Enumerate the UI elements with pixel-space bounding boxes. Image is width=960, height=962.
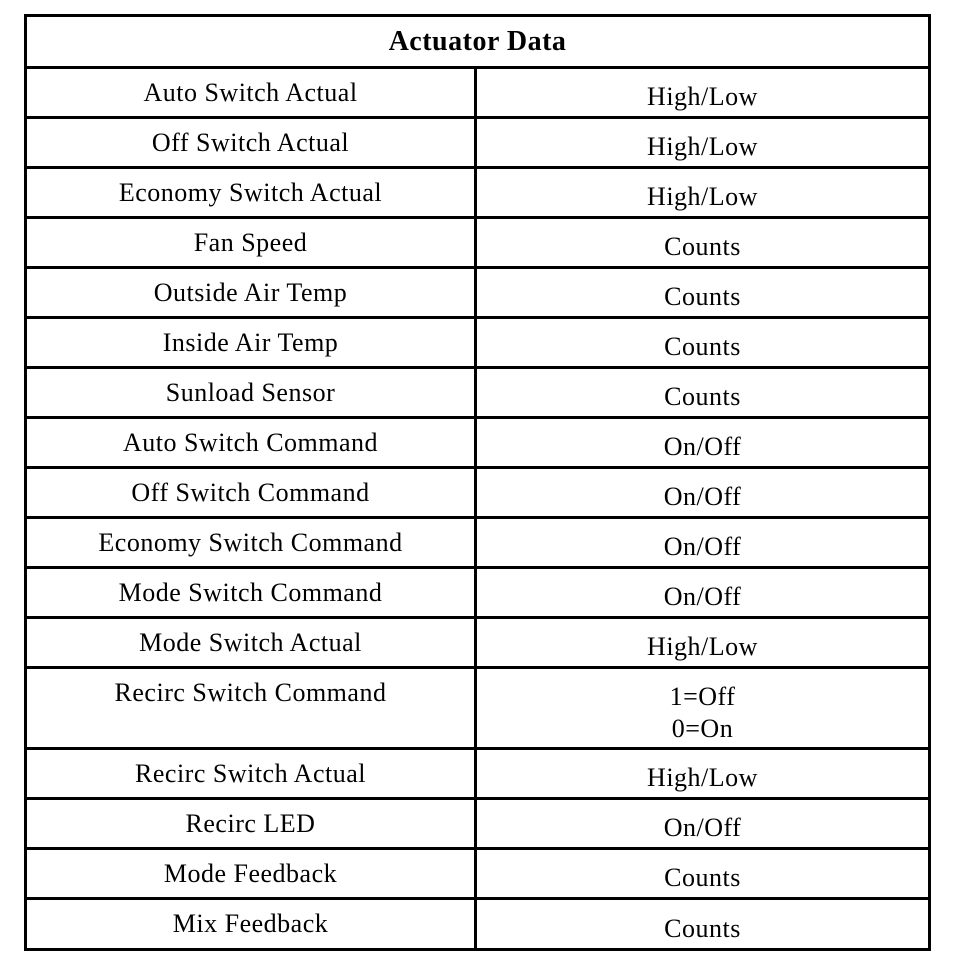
parameter-cell: Recirc Switch Actual bbox=[27, 750, 477, 797]
value-cell bbox=[477, 269, 928, 316]
value-cell bbox=[477, 900, 928, 948]
value-cell bbox=[477, 69, 928, 116]
value-text: High/Low bbox=[647, 182, 758, 211]
table-body bbox=[27, 69, 928, 948]
value-cell bbox=[477, 369, 928, 416]
value-cell bbox=[477, 469, 928, 516]
value-text: Counts bbox=[664, 282, 741, 311]
value-text: Counts bbox=[664, 913, 741, 943]
value-text: 1=Off bbox=[669, 681, 736, 711]
table-row bbox=[27, 619, 928, 669]
value-cell bbox=[477, 319, 928, 366]
table-title: Actuator Data bbox=[27, 17, 928, 69]
table-row bbox=[27, 69, 928, 119]
parameter-cell: Auto Switch Actual bbox=[27, 69, 477, 116]
parameter-cell: Economy Switch Command bbox=[27, 519, 477, 566]
table-row bbox=[27, 669, 928, 750]
value-cell bbox=[477, 619, 928, 666]
value-cell bbox=[477, 669, 928, 747]
value-cell bbox=[477, 850, 928, 897]
table-row bbox=[27, 369, 928, 419]
parameter-cell: Auto Switch Command bbox=[27, 419, 477, 466]
value-text: High/Low bbox=[647, 82, 758, 111]
value-cell bbox=[477, 800, 928, 847]
value-text: Counts bbox=[664, 232, 741, 261]
table-row bbox=[27, 169, 928, 219]
value-cell bbox=[477, 750, 928, 797]
parameter-cell: Off Switch Actual bbox=[27, 119, 477, 166]
parameter-cell: Fan Speed bbox=[27, 219, 477, 266]
value-text: On/Off bbox=[663, 813, 742, 842]
parameter-cell: Recirc Switch Command bbox=[27, 669, 477, 747]
parameter-cell: Mode Feedback bbox=[27, 850, 477, 897]
table-row bbox=[27, 119, 928, 169]
table-row bbox=[27, 850, 928, 900]
value-text: High/Low bbox=[647, 763, 758, 792]
table-row bbox=[27, 219, 928, 269]
parameter-cell: Mix Feedback bbox=[27, 900, 477, 948]
table-row bbox=[27, 519, 928, 569]
parameter-cell: Outside Air Temp bbox=[27, 269, 477, 316]
value-text: 0=On bbox=[671, 713, 734, 743]
table-row bbox=[27, 569, 928, 619]
table-row bbox=[27, 419, 928, 469]
value-text: High/Low bbox=[647, 632, 758, 661]
table-row bbox=[27, 269, 928, 319]
parameter-cell: Mode Switch Actual bbox=[27, 619, 477, 666]
table-row bbox=[27, 319, 928, 369]
parameter-cell: Off Switch Command bbox=[27, 469, 477, 516]
value-text: On/Off bbox=[663, 482, 742, 511]
value-cell bbox=[477, 119, 928, 166]
value-text: High/Low bbox=[647, 132, 758, 161]
value-cell bbox=[477, 569, 928, 616]
value-text: Counts bbox=[664, 332, 741, 361]
value-text: On/Off bbox=[663, 432, 742, 461]
value-cell bbox=[477, 519, 928, 566]
parameter-cell: Inside Air Temp bbox=[27, 319, 477, 366]
table-row bbox=[27, 800, 928, 850]
value-cell bbox=[477, 419, 928, 466]
value-text: On/Off bbox=[663, 532, 742, 561]
table-row bbox=[27, 900, 928, 948]
value-text: On/Off bbox=[663, 582, 742, 611]
actuator-data-table bbox=[24, 14, 931, 951]
parameter-cell: Sunload Sensor bbox=[27, 369, 477, 416]
parameter-cell: Recirc LED bbox=[27, 800, 477, 847]
parameter-cell: Mode Switch Command bbox=[27, 569, 477, 616]
value-text: Counts bbox=[664, 382, 741, 411]
value-cell bbox=[477, 169, 928, 216]
parameter-cell: Economy Switch Actual bbox=[27, 169, 477, 216]
value-text: Counts bbox=[664, 863, 741, 892]
value-cell bbox=[477, 219, 928, 266]
table-row bbox=[27, 750, 928, 800]
table-row bbox=[27, 469, 928, 519]
